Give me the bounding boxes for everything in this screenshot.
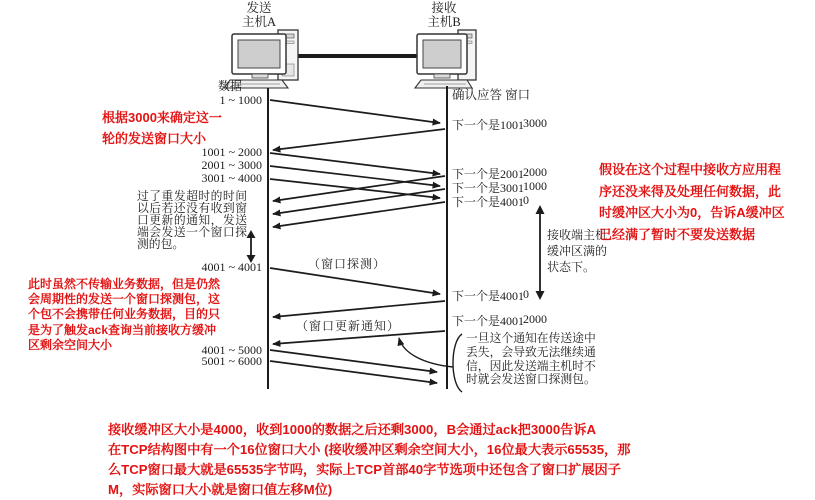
callout-bracket (453, 334, 462, 392)
buffer-full-note: 接收端主机缓冲区满的状态下。 (547, 228, 608, 274)
window-size: 2000 (523, 312, 547, 326)
ack-arrows (273, 129, 445, 344)
arrow-ack-1001 (273, 129, 445, 150)
ack-label: 下一个是4001 (452, 195, 525, 209)
annotation-line: 此时虽然不传输业务数据，但是仍然 (28, 277, 221, 291)
segment-label-3: 2001 ~ 3000 (201, 158, 262, 172)
arrow-probe-ack (273, 301, 445, 317)
annotation-line: 个包不会携带任何业务数据，目的只 (28, 307, 221, 322)
window-update-label: （窗口更新通知） (296, 319, 401, 333)
annotation-line: 是为了触发ack查询当前接收方缓冲 (28, 322, 217, 337)
annotation-line: 序还没来得及处理任何数据，此 (599, 183, 782, 199)
annotation-line: 区剩余空间大小 (28, 337, 113, 352)
ack-label: 下一个是1001 (452, 118, 525, 132)
ack-column-header: 确认应答 窗口 (452, 88, 531, 102)
segment-label-5: 4001 ~ 5000 (201, 343, 262, 357)
data-segment-arrows (270, 100, 440, 383)
window-probe-label: （窗口探测） (308, 257, 387, 271)
annotation-line: 假设在这个过程中接收方应用程 (599, 162, 782, 177)
ack-label: 下一个是4001 (452, 314, 525, 328)
annotation-line: 会周期性的发送一个窗口探测包，这 (28, 292, 221, 307)
ack-label: 下一个是2001 (452, 167, 525, 181)
probe-segment-label: 4001 ~ 4001 (201, 260, 262, 274)
window-size: 0 (523, 287, 529, 301)
arrow-ack-4001 (273, 202, 445, 227)
ack-row-1 (452, 116, 562, 133)
host-a-label-line1: 发送 (246, 1, 272, 15)
annotation-line: 根据3000来确定这一 (102, 110, 222, 125)
annotation-line: M，实际窗口大小就是窗口值左移M位) (108, 482, 333, 497)
annotation-left-top (102, 107, 222, 149)
annotation-line: 接收缓冲区大小是4000，收到1000的数据之后还剩3000，B会通过ack把3000告诉A (108, 422, 597, 437)
annotation-line: 轮的发送窗口大小 (102, 131, 207, 146)
ack-label: 下一个是4001 (452, 289, 525, 303)
host-b-computer-icon (415, 30, 476, 88)
arrow-seg-1001-2000 (270, 153, 440, 174)
window-size: 1000 (523, 179, 547, 193)
host-a-label (229, 2, 289, 29)
lost-notice-callout: 一旦这个通知在传送途中丢失，会导致无法继续通信，因此发送端主机时不时就会发送窗口探测包。 (466, 331, 596, 387)
arrow-seg-2001-3000 (270, 166, 440, 186)
annotation-line: 么TCP窗口最大就是65535字节吗，实际上TCP首部40字节选项中还包含了窗口扩展因子 (108, 462, 621, 477)
host-b-label-line1: 接收 (431, 1, 457, 15)
window-size: 0 (523, 193, 529, 207)
ack-label: 下一个是3001 (452, 181, 525, 195)
buffer-full-period-double-arrow (536, 205, 545, 300)
arrow-seg-4001-5000 (270, 350, 437, 372)
window-size: 3000 (523, 116, 547, 130)
arrow-ack-3001 (273, 189, 445, 214)
host-b-label-line2: 主机B (427, 14, 461, 29)
arrow-seg-1-1000 (270, 100, 440, 123)
ack-row-4 (452, 193, 562, 210)
host-b-label (414, 2, 474, 29)
segment-label-6: 5001 ~ 6000 (201, 354, 262, 368)
segment-label-4: 3001 ~ 4000 (201, 171, 262, 185)
segment-label-1: 1 ~ 1000 (219, 93, 262, 107)
host-a-label-line2: 主机A (241, 14, 277, 29)
annotation-line: 在TCP结构图中有一个16位窗口大小 (接收缓冲区剩余空间大小，16位最大表示65535，那 (108, 442, 631, 457)
timeout-interval-double-arrow (247, 230, 256, 263)
ack-row-6 (452, 312, 562, 329)
segment-label-2: 1001 ~ 2000 (201, 145, 262, 159)
annotation-right (599, 159, 785, 245)
ack-row-5 (452, 287, 562, 304)
callout-pointer-arrow (399, 338, 453, 367)
annotation-line: 已经满了暂时不要发送数据 (599, 226, 756, 242)
timeout-note: 过了重发超时的时间以后若还没有收到窗口更新的通知，发送端会发送一个窗口探测的包。 (137, 189, 247, 251)
annotation-left-middle (28, 277, 220, 353)
data-column-header: 数据 (218, 79, 243, 93)
arrow-ack-2001 (273, 176, 445, 201)
annotation-bottom (108, 420, 630, 500)
arrow-seg-5001-6000 (270, 361, 437, 383)
annotation-line: 时缓冲区大小为0，告诉A缓冲区 (599, 205, 785, 220)
window-size: 2000 (523, 165, 547, 179)
